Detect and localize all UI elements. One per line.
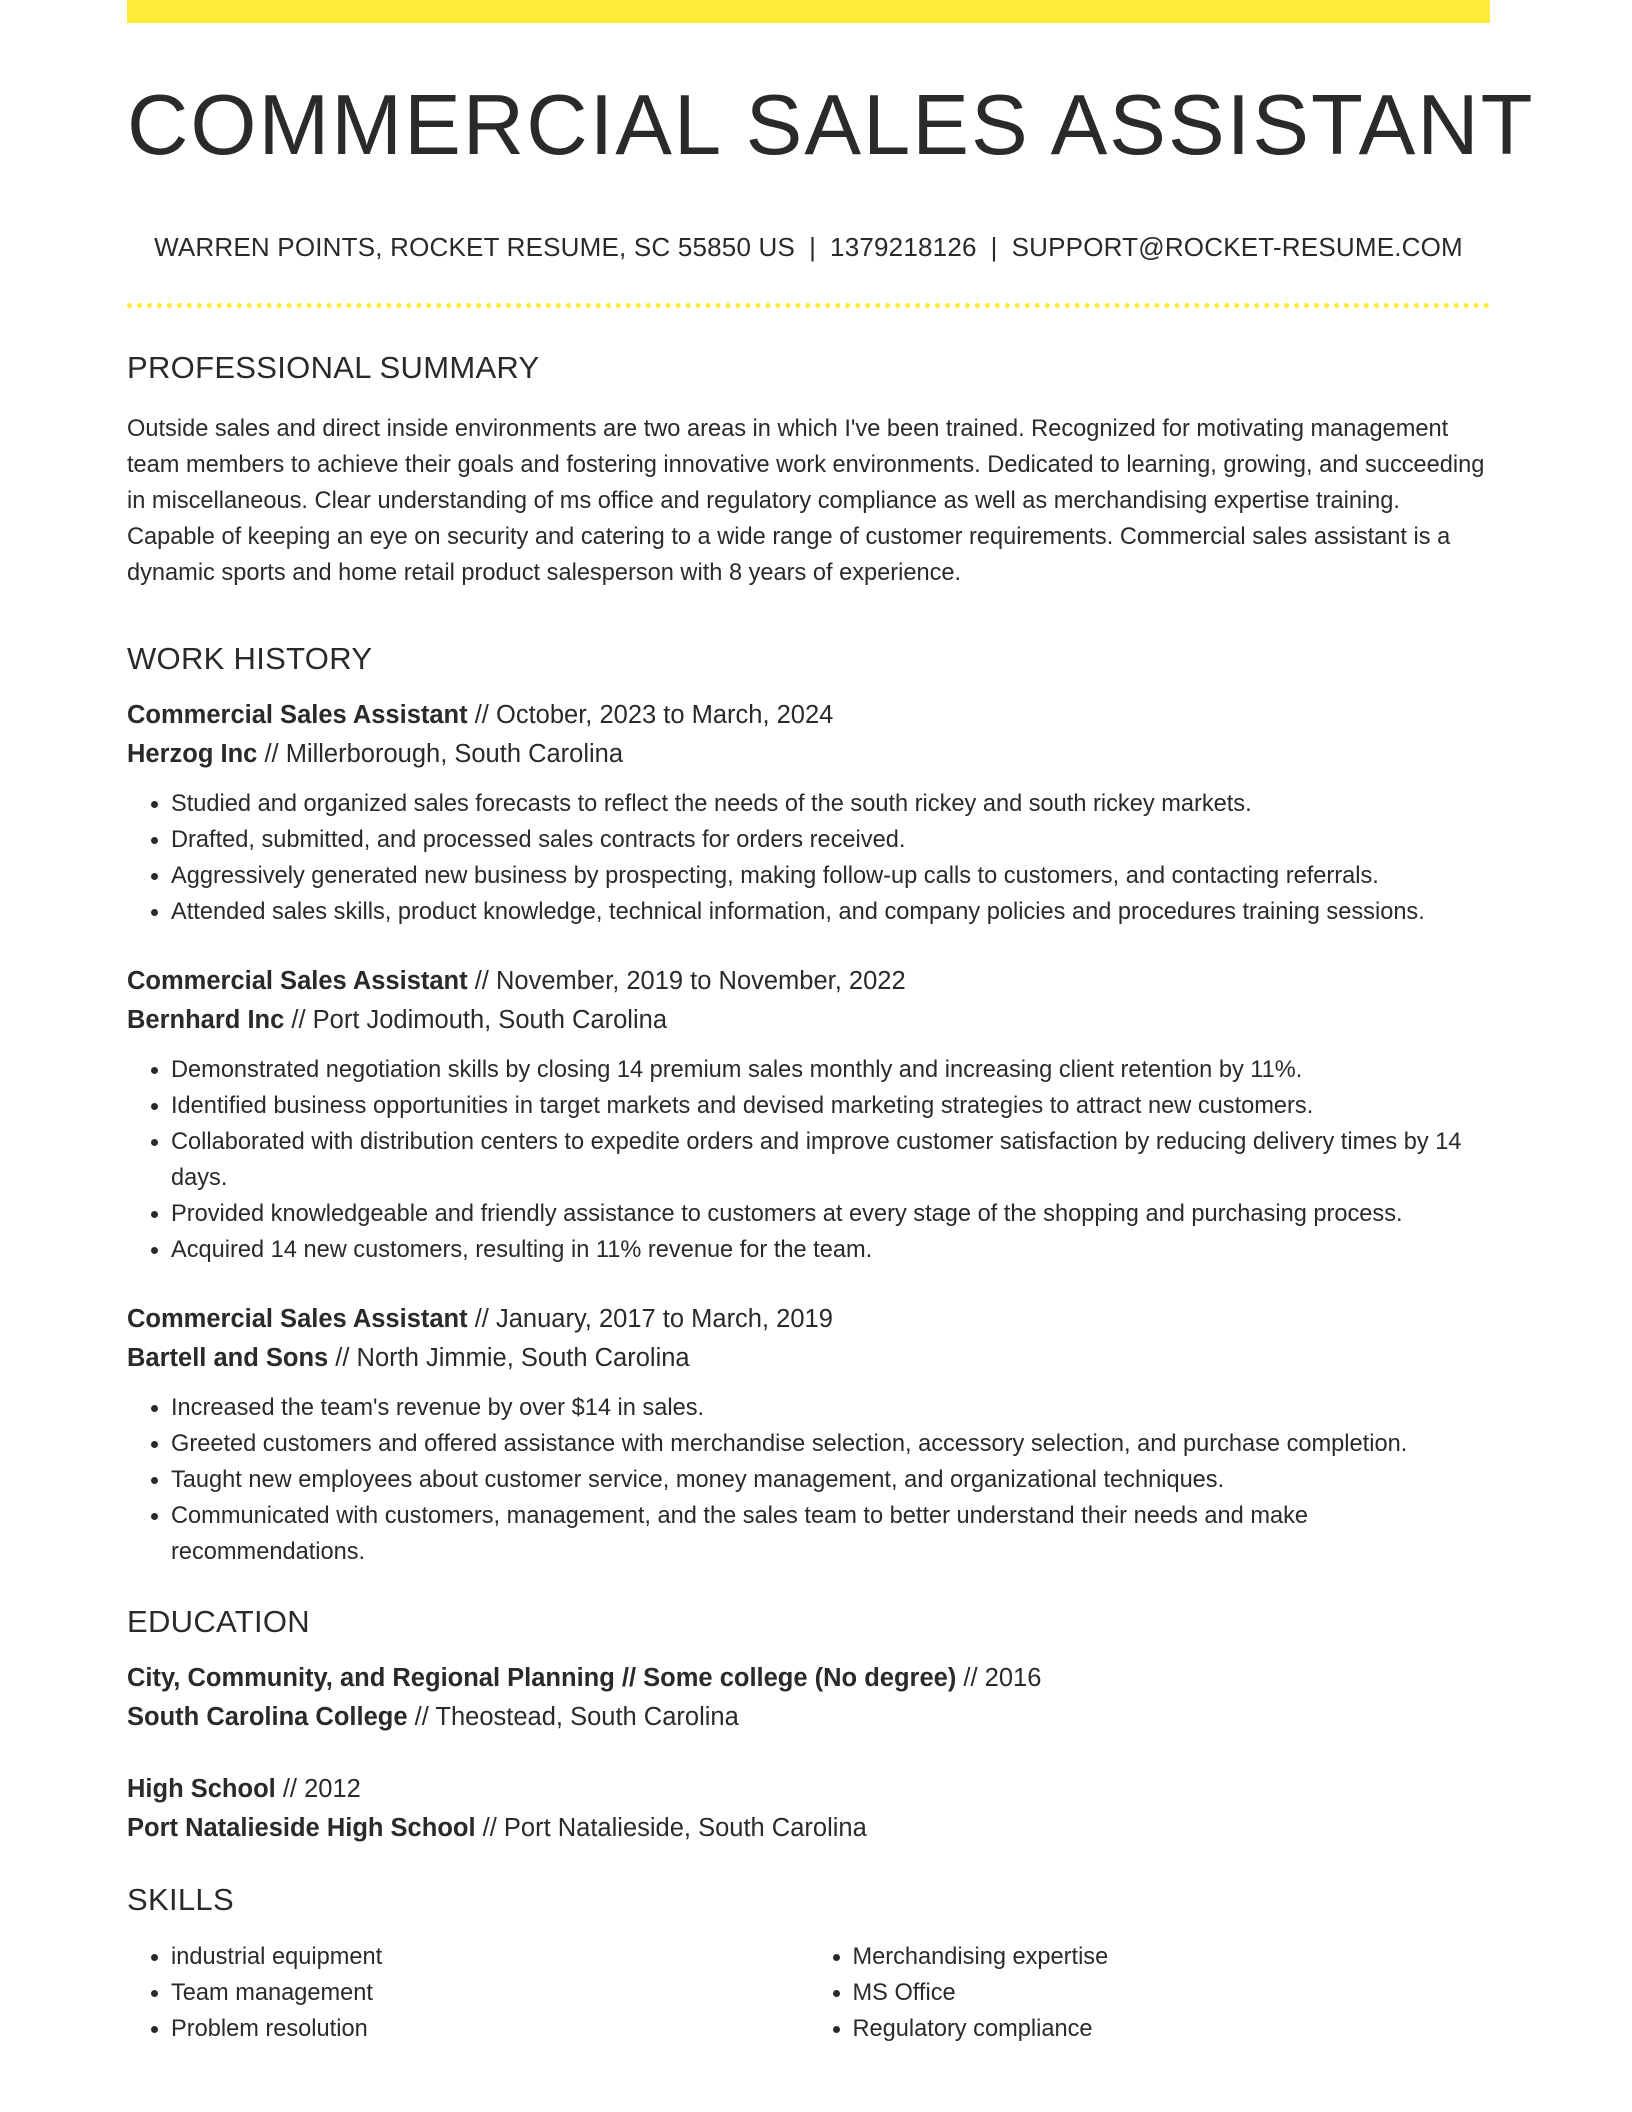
section-title-skills: SKILLS [127,1882,234,1917]
job-dates: // October, 2023 to March, 2024 [467,701,834,729]
list-item: • Greeted customers and offered assistance with merchandise selection, accessory selection, and purchase completion. [171,1426,1490,1462]
skill-item: • Problem resolution [171,2011,809,2047]
list-item: • Aggressively generated new business by prospecting, making follow-up calls to customers, and contacting referrals. [171,858,1490,894]
job-role: Commercial Sales Assistant [127,701,468,729]
section-title-summary: PROFESSIONAL SUMMARY [127,350,540,385]
skills-list [127,1939,1490,2047]
job-dates: // November, 2019 to November, 2022 [467,967,906,995]
education-entry [127,1770,1490,1848]
list-item: • Increased the team's revenue by over $14 in sales. [171,1390,1490,1426]
list-item: • Studied and organized sales forecasts to reflect the needs of the south rickey and south rickey markets. [171,786,1490,822]
job-bullets [127,786,1490,930]
section-title-education: EDUCATION [127,1604,310,1639]
education-degree-line [127,1770,1490,1809]
job-company-line [127,1001,1490,1040]
job-role: Commercial Sales Assistant [127,1305,468,1333]
accent-top-bar [127,0,1490,23]
job-dates: // January, 2017 to March, 2019 [467,1305,833,1333]
education-degree-line [127,1659,1490,1698]
skill-item: • Merchandising expertise [853,1939,1491,1975]
contact-address: WARREN POINTS, ROCKET RESUME, SC 55850 US [154,232,796,262]
list-item: • Drafted, submitted, and processed sales contracts for orders received. [171,822,1490,858]
job-role: Commercial Sales Assistant [127,967,468,995]
job-entry [127,962,1490,1268]
list-item: • Demonstrated negotiation skills by closing 14 premium sales monthly and increasing client retention by 11%. [171,1052,1490,1088]
education-entry [127,1659,1490,1737]
contact-phone: 1379218126 [830,232,977,262]
education-school-line [127,1698,1490,1737]
education-location: // Port Natalieside, South Carolina [475,1814,867,1842]
skill-item: • MS Office [853,1975,1491,2011]
skill-item: • Team management [171,1975,809,2011]
job-location: // Millerborough, South Carolina [257,740,624,768]
education-degree: High School [127,1775,276,1803]
skills-column-left [127,1939,809,2047]
education-year: // 2012 [275,1775,361,1803]
list-item: • Identified business opportunities in target markets and devised marketing strategies to attract new customers. [171,1088,1490,1124]
contact-separator: | [809,232,817,262]
education-school: South Carolina College [127,1703,408,1731]
job-role-line [127,962,1490,1001]
education-school-line [127,1809,1490,1848]
contact-separator: | [990,232,998,262]
list-item: • Provided knowledgeable and friendly assistance to customers at every stage of the shopping and purchasing process. [171,1196,1490,1232]
skill-item: • industrial equipment [171,1939,809,1975]
education-location: // Theostead, South Carolina [407,1703,739,1731]
job-bullets [127,1052,1490,1268]
resume-page [127,0,1535,2047]
job-entry [127,696,1490,930]
contact-email: SUPPORT@ROCKET-RESUME.COM [1011,232,1463,262]
summary-text: Outside sales and direct inside environments are two areas in which I've been trained. Recognized for motivating management team members to achieve their goals and fostering innovative work environments. Dedicated to learning, growing, and succeeding in miscellaneous. Clear understanding of ms office and regulatory compliance as well as merchandising expertise training. Capable of keeping an eye on security and catering to a wide range of customer requirements. Commercial sales assistant is a dynamic sports and home retail product salesperson with 8 years of experience. [127,416,1485,586]
job-company: Bernhard Inc [127,1006,285,1034]
section-title-work-history: WORK HISTORY [127,641,373,676]
list-item: • Communicated with customers, management, and the sales team to better understand their needs and make recommendations. [171,1498,1490,1570]
dotted-divider [127,303,1490,308]
job-bullets [127,1390,1490,1570]
job-company: Herzog Inc [127,740,258,768]
job-company-line [127,735,1490,774]
job-location: // Port Jodimouth, South Carolina [284,1006,667,1034]
job-role-line [127,696,1490,735]
job-company: Bartell and Sons [127,1344,329,1372]
list-item: • Taught new employees about customer service, money management, and organizational techniques. [171,1462,1490,1498]
job-location: // North Jimmie, South Carolina [328,1344,690,1372]
resume-title: COMMERCIAL SALES ASSISTANT [127,78,1535,173]
education-school: Port Natalieside High School [127,1814,476,1842]
skills-column-right [809,1939,1491,2047]
education-degree: City, Community, and Regional Planning // Some college (No degree) [127,1664,957,1692]
list-item: • Attended sales skills, product knowledge, technical information, and company policies and procedures training sessions. [171,894,1490,930]
list-item: • Collaborated with distribution centers to expedite orders and improve customer satisfaction by reducing delivery times by 14 days. [171,1124,1490,1196]
job-entry [127,1300,1490,1570]
list-item: • Acquired 14 new customers, resulting in 11% revenue for the team. [171,1232,1490,1268]
contact-line [127,232,1490,263]
job-company-line [127,1339,1490,1378]
job-role-line [127,1300,1490,1339]
skill-item: • Regulatory compliance [853,2011,1491,2047]
education-year: // 2016 [956,1664,1042,1692]
